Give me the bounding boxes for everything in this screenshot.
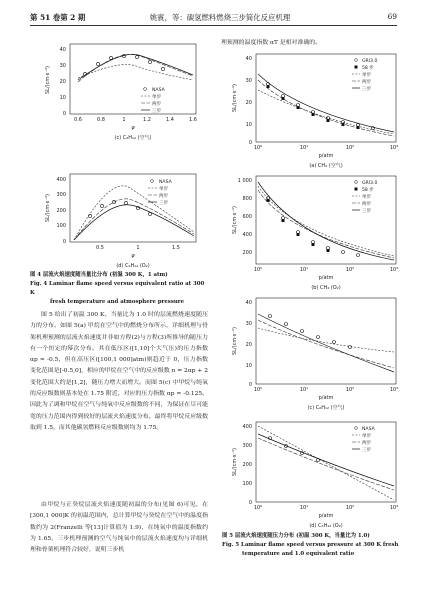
x-tick: 10⁰	[253, 387, 263, 393]
x-tick: 1.2	[143, 117, 151, 123]
data-point-nasa	[301, 330, 304, 333]
data-point-nasa	[317, 336, 320, 339]
y-tick: 0	[248, 140, 252, 146]
y-tick: 30	[245, 78, 252, 84]
fig4-panel-c	[40, 40, 210, 143]
y-tick: 0	[62, 239, 66, 245]
data-point-nasa	[135, 55, 138, 58]
data-point-58-step	[267, 199, 270, 202]
x-tick: 10¹	[299, 505, 309, 511]
curve-two-step	[258, 190, 394, 258]
legend-marker-nasa	[151, 180, 154, 183]
legend-label: 三步	[362, 209, 372, 214]
y-tick: 400	[242, 232, 252, 238]
y-tick: 20	[245, 342, 252, 348]
fig4-caption-en: Fig. 4 Laminar flame speed versus equivalent ratio at 300 K	[30, 281, 205, 296]
header-rule	[30, 25, 397, 26]
body-paragraph: 图 5 给出了初温 300 K、当量比为 1.0 时的层流燃烧速度随压力的分布。如图 5(a) 甲烷在空气中的燃烧分布所示，详细机理与骨架机理预测的层流火焰速度并非如方程(2)与方程(3)所推导的随压力有一个恒定的幂次分布。其在低压区([1,10]个大气压)的压力指数 αp ≈ -0.5，但在高压区([100,1 000]atm)则趋近于 0，压力指数变化范围是[-0.5,0]，相应的甲烷在空气中的反应级数 n = 2αp + 2 变化范围大约是[1,2]，随压力增大而增大。而图 5(c) 中甲烷与纯氧的反应级数则基本处在 1.75 附近，对应的压力指数 αp ≈ -0.125。因此为了调和甲烷在空气与纯氧中反应级数的不同，为保证在尽可能宽的压力范围内得到较好的层流火焰速度分布，最终将甲烷反应级数取到 1.5，而其他碳氢燃料反应级数则均为 1.75。	[30, 312, 208, 431]
data-point-58-step	[357, 126, 360, 129]
x-tick: 0.5	[96, 245, 104, 251]
data-point-nasa	[148, 60, 151, 63]
y-tick: 40	[59, 47, 66, 53]
legend-marker-nasa	[144, 88, 147, 91]
fig4-caption-cn: 图 4 层流火焰速度随当量比分布 (初温 300 K，1 atm)	[30, 272, 168, 278]
legend-label: 两步	[362, 202, 372, 207]
x-tick: 10⁰	[253, 267, 263, 273]
fig5-panel-b	[228, 172, 403, 294]
panel-caption: (a) CH₄ (空气)	[309, 163, 343, 169]
x-axis-label: p/atm	[318, 275, 334, 281]
legend-label: 两步	[362, 441, 372, 446]
curve-two-step	[258, 438, 394, 490]
legend-label: 两步	[152, 102, 162, 107]
panel-caption: (c) C₆H₁₂ (空气)	[307, 405, 345, 411]
curve-three-step	[258, 74, 394, 132]
y-tick: 20	[245, 100, 252, 106]
curve-one-step	[258, 426, 394, 500]
running-title: 姚賓，等：碳氢燃料燃烧三步简化反应机理	[149, 13, 291, 22]
right-column-intro: 理预测的温度指数 αT 是相对准确的。	[221, 40, 322, 46]
y-tick: 300	[242, 443, 252, 449]
y-axis-label: SL/(cm·s⁻¹)	[45, 65, 51, 95]
x-axis-label: φ	[131, 253, 135, 259]
x-tick: 10¹	[299, 267, 309, 273]
data-point-nasa	[269, 315, 272, 318]
legend-label: 单步	[362, 434, 372, 439]
data-point-gri	[342, 251, 345, 254]
y-tick: 1 000	[237, 178, 252, 184]
legend-label: NASA	[362, 427, 375, 432]
plot-frame	[256, 54, 396, 142]
x-axis-label: p/atm	[318, 513, 334, 519]
plot-frame	[70, 174, 196, 242]
curve-three-step	[258, 314, 394, 372]
plot-frame	[256, 298, 396, 384]
x-tick: 10²	[345, 505, 355, 511]
legend-label: 单步	[152, 95, 162, 100]
data-point-gri	[357, 254, 360, 257]
x-tick: 10¹	[299, 387, 309, 393]
data-point-nasa	[88, 214, 91, 217]
data-point-nasa	[333, 341, 336, 344]
y-tick: 10	[245, 363, 252, 369]
x-tick: 0.8	[97, 117, 105, 123]
curve-three-step	[74, 205, 194, 240]
x-tick: 10³	[389, 267, 399, 273]
panel-caption: (b) CH₄ (O₂)	[311, 285, 341, 291]
fig5-caption-cn: 图 5 层流火焰速度随压力分布 (初温 300 K，当量比为 1.0)	[222, 533, 370, 539]
y-axis-label: SL/(cm·s⁻¹)	[232, 205, 238, 235]
data-point-58-step	[327, 249, 330, 252]
x-tick: 1.5	[172, 245, 180, 251]
data-point-nasa	[349, 346, 352, 349]
data-point-nasa	[100, 204, 103, 207]
curve-one-step	[78, 65, 193, 81]
y-axis-label: SL/(cm·s⁻¹)	[232, 447, 238, 477]
fig5-caption	[222, 532, 402, 559]
x-tick: 1	[136, 245, 140, 251]
y-tick: 200	[56, 208, 66, 214]
fig4-caption-en-2: fresh temperature and atmosphere pressure	[50, 299, 185, 305]
curve-three-step	[258, 434, 394, 486]
data-point-58-step	[297, 106, 300, 109]
fig4-caption	[30, 271, 210, 307]
x-axis-label: φ	[131, 125, 135, 131]
curve-two-step	[258, 320, 394, 368]
body-paragraph: 由甲烷与正癸烷层流火焰速度随初温的分布(见图 6)可见，在[300,1 000]K 的初温范围内，总计算甲烷与癸烷在空气中的温度指数约为 2(Franzelli 等[13]计算值为 1.9)，在纯氧中的温度指数约为 1.65，三步机理预测的空气与纯氧中的层流火焰速度均与详细机理和骨架机理符合较好，说明三步机	[30, 502, 208, 554]
legend-marker-nasa	[355, 427, 358, 430]
y-tick: 0	[248, 500, 252, 506]
data-point-nasa	[285, 323, 288, 326]
y-tick: 200	[242, 250, 252, 256]
x-tick: 10²	[345, 267, 355, 273]
fig5-panel-d	[228, 418, 403, 530]
x-tick: 1	[122, 117, 126, 123]
curve-one-step	[258, 186, 394, 256]
x-axis-label: p/atm	[318, 153, 334, 159]
data-point-58-step	[282, 219, 285, 222]
legend-label: 58 步	[362, 66, 374, 71]
y-tick: 100	[56, 223, 66, 229]
y-tick: 300	[56, 192, 66, 198]
legend-label: 三步	[152, 109, 162, 114]
y-tick: 30	[59, 63, 66, 69]
legend-label: 单步	[362, 73, 372, 78]
y-tick: 400	[242, 424, 252, 430]
x-axis-label: p/atm	[318, 395, 334, 401]
x-tick: 10³	[389, 505, 399, 511]
data-point-58-step	[297, 233, 300, 236]
data-point-nasa	[109, 56, 112, 59]
y-tick: 10	[245, 122, 252, 128]
fig4-panel-d	[40, 170, 210, 270]
y-tick: 0	[248, 382, 252, 388]
legend-marker-gri	[355, 181, 358, 184]
y-tick: 20	[59, 79, 66, 85]
data-point-58-step	[342, 123, 345, 126]
panel-caption: (d) C₆H₁₂ (O₂)	[116, 263, 150, 269]
fig5-panel-c	[228, 294, 403, 414]
data-point-nasa	[124, 201, 127, 204]
legend-label: 三步	[159, 201, 169, 206]
legend-label: GRI3.0	[362, 59, 378, 64]
fig5-caption-en: Fig. 5 Laminar flame speed versus pressure at 300 K fresh	[222, 542, 399, 548]
data-point-nasa	[161, 67, 164, 70]
y-tick: 40	[245, 56, 252, 62]
x-tick: 10³	[389, 387, 399, 393]
curve-one-step	[74, 186, 194, 240]
legend-label: 58 步	[362, 188, 374, 193]
legend-label: NASA	[159, 180, 172, 185]
y-tick: 0	[62, 111, 66, 117]
x-tick: 1.6	[189, 117, 197, 123]
x-tick: 10⁰	[253, 145, 263, 151]
data-point-nasa	[96, 62, 99, 65]
plot-frame	[256, 176, 396, 264]
legend-label: NASA	[152, 88, 165, 93]
fig5-panel-a	[228, 50, 403, 172]
fig5-caption-en-2: temperature and 1.0 equivalent ratio	[242, 551, 355, 557]
panel-caption: (d) C₆H₁₂ (O₂)	[309, 523, 343, 529]
legend-label: 三步	[362, 87, 372, 92]
legend-label: 两步	[362, 80, 372, 85]
legend-label: 三步	[362, 448, 372, 453]
y-tick: 10	[59, 95, 66, 101]
legend-label: 单步	[159, 187, 169, 192]
y-axis-label: SL/(cm·s⁻¹)	[45, 193, 51, 223]
y-tick: 400	[56, 177, 66, 183]
legend-label: GRI3.0	[362, 181, 378, 186]
page-number: 69	[387, 12, 397, 21]
curve-one-step	[258, 328, 394, 352]
y-tick: 40	[245, 300, 252, 306]
data-point-58-step	[312, 243, 315, 246]
y-axis-label: SL/(cm·s⁻¹)	[232, 326, 238, 356]
legend-label: 两步	[159, 194, 169, 199]
curve-three-step	[258, 182, 394, 260]
data-point-58-step	[282, 97, 285, 100]
x-tick: 0.6	[74, 117, 82, 123]
x-tick: 10²	[345, 387, 355, 393]
data-point-58-step	[327, 119, 330, 122]
x-tick: 10¹	[299, 145, 309, 151]
x-tick: 10²	[345, 145, 355, 151]
data-point-nasa	[148, 212, 151, 215]
running-header	[0, 12, 427, 24]
x-tick: 10³	[389, 145, 399, 151]
y-tick: 30	[245, 321, 252, 327]
y-tick: 800	[242, 196, 252, 202]
legend-marker-58-step	[355, 66, 358, 69]
legend-marker-58-step	[355, 188, 358, 191]
legend-marker-gri	[355, 59, 358, 62]
panel-caption: (c) C₆H₁₂ (空气)	[114, 135, 152, 141]
curve-two-step	[74, 199, 194, 240]
x-tick: 10⁰	[253, 505, 263, 511]
data-point-58-step	[312, 113, 315, 116]
y-axis-label: SL/(cm·s⁻¹)	[232, 83, 238, 113]
legend-label: 单步	[362, 195, 372, 200]
x-tick: 1.4	[166, 117, 174, 123]
y-tick: 600	[242, 214, 252, 220]
data-point-58-step	[267, 85, 270, 88]
y-tick: 200	[242, 462, 252, 468]
y-tick: 100	[242, 481, 252, 487]
journal-volume: 第 51 卷第 2 期	[30, 13, 86, 22]
